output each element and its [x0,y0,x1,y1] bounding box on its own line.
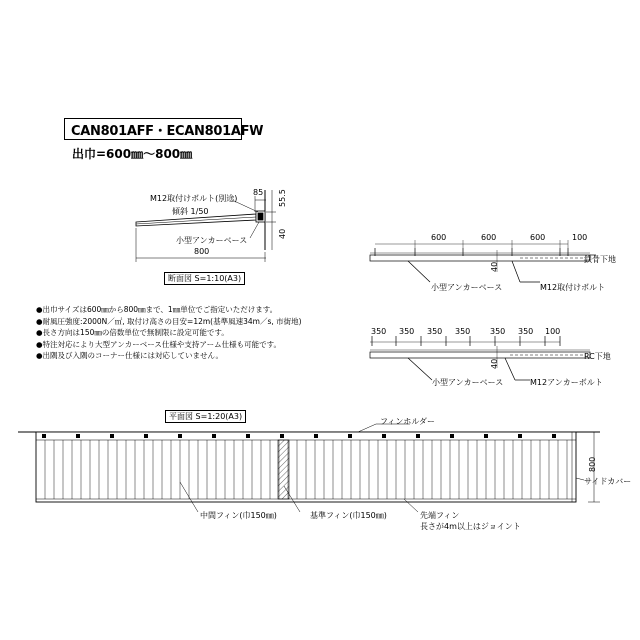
fin-holder-mark [212,434,216,438]
steel-dim-4: 100 [572,233,588,242]
model-title-box [64,118,264,140]
rc-anchor-label: 小型アンカーベース [432,378,504,387]
rc-dim-3: 350 [427,327,443,336]
rc-dim-5: 350 [490,327,506,336]
note-line: ●出巾サイズは600㎜から800㎜まで、1㎜単位でご指定いただけます。 [36,305,278,314]
fin-holder-mark [110,434,114,438]
steel-base-label: 鉄骨下地 [584,255,616,264]
note-line: ●耐風圧強度:2000N／㎡, 取付け高さの目安=12m(基準風速34m／s, 市街地) [36,316,302,326]
rc-dim-6: 350 [518,327,534,336]
steel-anchor-label: 小型アンカーベース [431,283,503,292]
plan-dim-800: 800 [588,456,597,472]
fin-holder-mark [382,434,386,438]
rc-dim-40: 40 [490,358,499,369]
section-dim-800: 800 [194,247,210,256]
note-line: ●出隅及び入隅のコーナー仕様には対応していません。 [36,351,223,360]
fin-holder-mark [246,434,250,438]
rc-base-drawing [370,336,590,380]
fin-holder-mark [280,434,284,438]
fin-holder-label: フィンホルダー [380,417,436,426]
steel-bolt-label: M12取付けボルト [540,283,606,292]
width-range: 出巾=600㎜～800㎜ [72,147,193,161]
side-cover-label: サイドカバー [584,477,632,486]
rc-bolt-label: M12アンカーボルト [530,378,603,387]
fin-holder-mark [144,434,148,438]
steel-dim-1: 600 [431,233,447,242]
reference-fin-label: 基準フィン(巾150㎜) [310,511,387,520]
rc-dim-1: 350 [371,327,387,336]
section-caption: 断面図 S=1:10(A3) [164,272,245,285]
rc-base-label: RC下地 [584,352,611,361]
note-line: ●長さ方向は150㎜の倍数単位で無制限に設定可能です。 [36,328,229,337]
tip-fin-label: 先端フィン [420,511,460,520]
spec-notes [36,304,302,362]
steel-dim-3: 600 [530,233,546,242]
note-line: ●特注対応により大型アンカーベース仕様や支持アーム仕様も可能です。 [36,339,282,349]
section-dim-55-5: 55.5 [278,189,287,207]
section-dim-85: 85 [253,188,264,197]
plan-view-drawing [18,424,600,512]
rc-dim-4: 350 [455,327,471,336]
joint-note-label: 長さが4m以上はジョイント [420,522,521,531]
fin-holder-mark [42,434,46,438]
section-slope-label: 傾斜 1/50 [172,207,209,216]
fin-holder-mark [552,434,556,438]
fin-holder-mark [314,434,318,438]
fin-holder-mark [450,434,454,438]
fin-holder-mark [76,434,80,438]
model-title: CAN801AFF・ECAN801AFW [71,123,264,139]
fin-holder-mark [416,434,420,438]
plan-caption: 平面図 S=1:20(A3) [165,410,246,423]
steel-dim-40: 40 [490,261,499,272]
fin-holder-mark [484,434,488,438]
rc-dim-7: 100 [545,327,561,336]
fin-holder-mark [518,434,522,438]
section-dim-40: 40 [278,228,287,239]
fin-holder-mark [348,434,352,438]
section-anchor-label: 小型アンカーベース [176,236,248,245]
fin-holder-mark [178,434,182,438]
steel-dim-2: 600 [481,233,497,242]
rc-dim-2: 350 [399,327,415,336]
middle-fin-label: 中間フィン(巾150㎜) [200,511,277,520]
steel-base-drawing [370,240,596,282]
section-bolt-label: M12取付けボルト(別途) [150,194,238,203]
